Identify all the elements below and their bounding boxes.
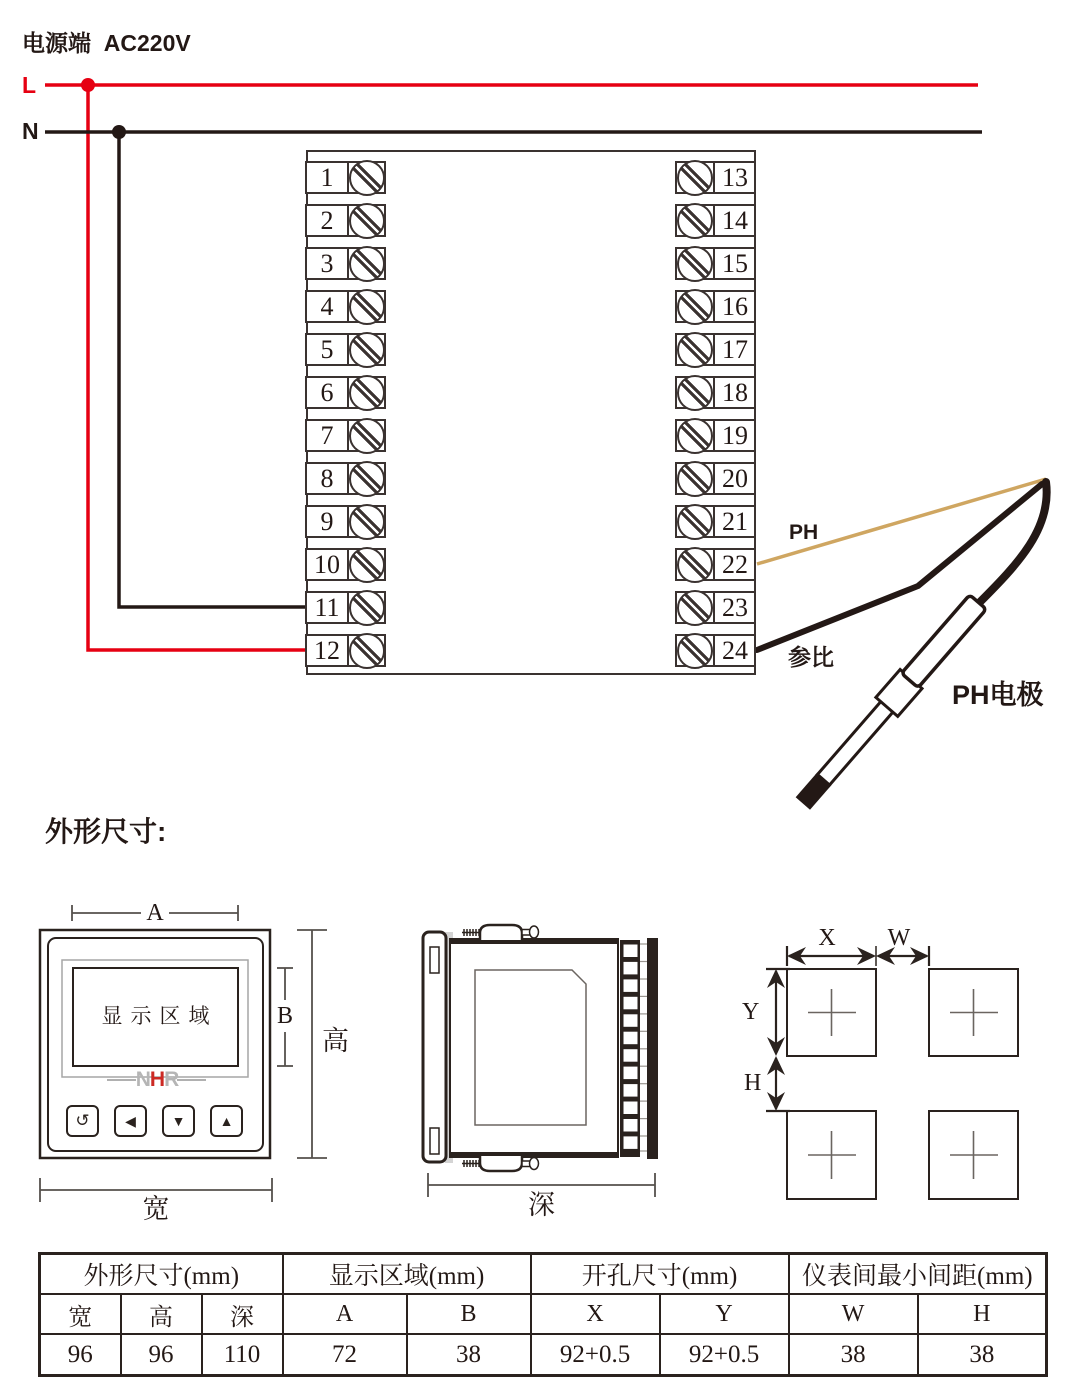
terminal-number: 5: [307, 335, 349, 364]
terminal-screw-icon: [677, 633, 713, 669]
terminal-cell-18: [675, 376, 756, 409]
terminal-number: 17: [713, 335, 755, 364]
dim-b-label: B: [272, 1004, 298, 1028]
power-title: 电源端 AC220V: [22, 30, 191, 56]
value-w: 38: [789, 1334, 918, 1376]
terminal-cell-24: [675, 634, 756, 667]
dim-a-label: A: [141, 901, 169, 925]
terminal-screw-icon: [349, 590, 385, 626]
value-h: 38: [918, 1334, 1047, 1376]
terminal-screw-icon: [349, 332, 385, 368]
group-cutout: 开孔尺寸(mm): [531, 1254, 789, 1295]
terminal-number: 6: [307, 378, 349, 407]
terminal-number: 19: [713, 421, 755, 450]
line-l-label: L: [22, 72, 37, 98]
terminal-cell-3: [305, 247, 386, 280]
terminal-number: 7: [307, 421, 349, 450]
terminal-screw-icon: [677, 160, 713, 196]
terminal-number: 13: [713, 163, 755, 192]
col-width: 宽: [40, 1294, 121, 1334]
col-b: B: [407, 1294, 531, 1334]
col-y: Y: [660, 1294, 789, 1334]
dim-width-label: 宽: [142, 1194, 170, 1224]
group-outline: 外形尺寸(mm): [40, 1254, 283, 1295]
terminal-number: 11: [307, 593, 349, 622]
terminal-cell-1: [305, 161, 386, 194]
terminal-number: 9: [307, 507, 349, 536]
terminal-cell-19: [675, 419, 756, 452]
terminal-cell-12: [305, 634, 386, 667]
terminal-screw-icon: [677, 203, 713, 239]
up-button-icon: ▲: [210, 1105, 243, 1137]
terminal-cell-2: [305, 204, 386, 237]
terminal-screw-icon: [677, 246, 713, 282]
terminal-number: 15: [713, 249, 755, 278]
terminal-number: 21: [713, 507, 755, 536]
terminal-cell-11: [305, 591, 386, 624]
terminal-cell-15: [675, 247, 756, 280]
terminal-screw-icon: [677, 418, 713, 454]
outline-heading: 外形尺寸:: [45, 816, 167, 847]
table-values-row: [40, 1334, 1047, 1376]
terminal-cell-23: [675, 591, 756, 624]
dim-depth-label: 深: [528, 1190, 555, 1220]
reference-wire: [757, 484, 1042, 650]
terminal-number: 23: [713, 593, 755, 622]
value-a: 72: [283, 1334, 407, 1376]
terminal-number: 16: [713, 292, 755, 321]
terminal-cell-9: [305, 505, 386, 538]
terminal-cell-17: [675, 333, 756, 366]
terminal-screw-icon: [349, 246, 385, 282]
value-width: 96: [40, 1334, 121, 1376]
col-height: 高: [121, 1294, 202, 1334]
table-subheader-row: [40, 1294, 1047, 1334]
cutout-view-drawing: [787, 969, 1018, 1199]
terminal-screw-icon: [349, 375, 385, 411]
col-a: A: [283, 1294, 407, 1334]
logo-letter-r: R: [164, 1068, 179, 1091]
dim-x-label: X: [818, 925, 836, 951]
dimension-table: [38, 1252, 1048, 1377]
group-spacing: 仪表间最小间距(mm): [789, 1254, 1047, 1295]
electrode-label: PH电极: [952, 680, 1044, 710]
value-x: 92+0.5: [531, 1334, 660, 1376]
terminal-screw-icon: [677, 332, 713, 368]
dim-h-label: H: [744, 1070, 762, 1096]
table-group-header-row: [40, 1254, 1047, 1295]
left-button-icon: ◀: [114, 1105, 147, 1137]
value-height: 96: [121, 1334, 202, 1376]
display-area-label: 显示区域: [101, 1004, 218, 1028]
col-w: W: [789, 1294, 918, 1334]
terminal-cell-16: [675, 290, 756, 323]
down-button-icon: ▼: [162, 1105, 195, 1137]
terminal-screw-icon: [349, 418, 385, 454]
terminal-cell-7: [305, 419, 386, 452]
terminal-screw-icon: [349, 461, 385, 497]
terminal-number: 8: [307, 464, 349, 493]
terminal-screw-icon: [349, 160, 385, 196]
value-y: 92+0.5: [660, 1334, 789, 1376]
terminal-cell-6: [305, 376, 386, 409]
terminal-number: 20: [713, 464, 755, 493]
value-depth: 110: [202, 1334, 283, 1376]
logo-letter-h: H: [149, 1068, 165, 1091]
terminal-number: 10: [307, 550, 349, 579]
terminal-cell-5: [305, 333, 386, 366]
col-depth: 深: [202, 1294, 283, 1334]
terminal-screw-icon: [677, 461, 713, 497]
dim-height-label: 高: [322, 1026, 349, 1056]
terminal-screw-icon: [677, 375, 713, 411]
terminal-screw-icon: [349, 547, 385, 583]
live-junction-dot: [81, 78, 95, 92]
group-display: 显示区域(mm): [283, 1254, 531, 1295]
terminal-screw-icon: [677, 590, 713, 626]
terminal-cell-20: [675, 462, 756, 495]
side-view-drawing: [423, 925, 658, 1171]
terminal-number: 24: [713, 636, 755, 665]
terminal-screw-icon: [677, 547, 713, 583]
nhr-logo: [107, 1069, 207, 1090]
logo-letter-n: N: [135, 1068, 150, 1091]
terminal-screw-icon: [677, 289, 713, 325]
terminal-number: 2: [307, 206, 349, 235]
terminal-screw-icon: [677, 504, 713, 540]
terminal-cell-22: [675, 548, 756, 581]
terminal-cell-8: [305, 462, 386, 495]
ph-wire-label: PH: [789, 521, 819, 544]
terminal-cell-13: [675, 161, 756, 194]
col-x: X: [531, 1294, 660, 1334]
value-b: 38: [407, 1334, 531, 1376]
terminal-screw-icon: [349, 203, 385, 239]
terminal-cell-14: [675, 204, 756, 237]
col-h: H: [918, 1294, 1047, 1334]
terminal-number: 1: [307, 163, 349, 192]
terminal-number: 22: [713, 550, 755, 579]
terminal-cell-21: [675, 505, 756, 538]
dim-y-label: Y: [742, 999, 760, 1025]
terminal-cell-4: [305, 290, 386, 323]
terminal-screw-icon: [349, 633, 385, 669]
line-n-label: N: [22, 118, 39, 144]
terminal-number: 14: [713, 206, 755, 235]
terminal-number: 3: [307, 249, 349, 278]
neutral-junction-dot: [112, 125, 126, 139]
dim-w-label: W: [887, 925, 911, 951]
terminal-number: 4: [307, 292, 349, 321]
terminal-cell-10: [305, 548, 386, 581]
reference-wire-label: 参比: [788, 644, 834, 670]
terminal-screw-icon: [349, 289, 385, 325]
terminal-screw-icon: [349, 504, 385, 540]
terminal-number: 12: [307, 636, 349, 665]
terminal-number: 18: [713, 378, 755, 407]
loop-button-icon: ↺: [66, 1105, 99, 1137]
